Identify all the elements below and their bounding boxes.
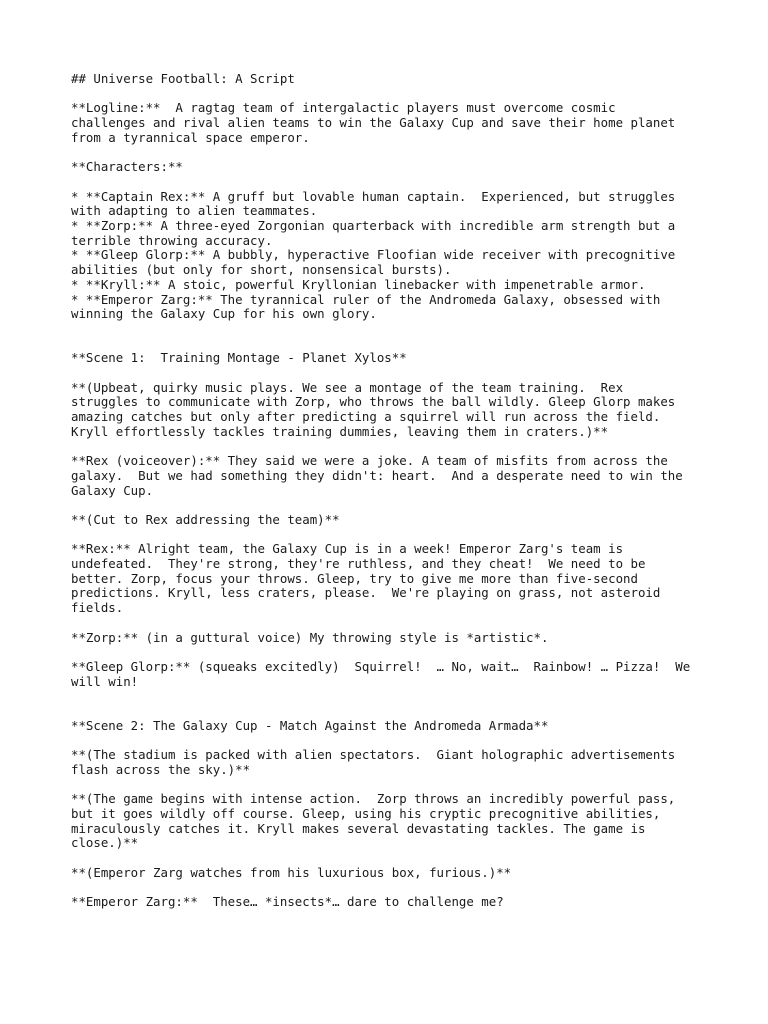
script-document [71, 72, 711, 925]
dialogue-line: **Rex (voiceover):** They said we were a joke. A team of misfits from across the [71, 453, 668, 469]
dialogue-line: fields. [71, 600, 124, 616]
character-line: * **Zorp:** A three-eyed Zorgonian quarterback with incredible arm strength but a [71, 217, 676, 233]
logline-paragraph [71, 101, 711, 145]
document-title-block [71, 72, 711, 87]
zorp-line-block [71, 631, 711, 646]
direction-line: amazing catches but only after predicting a squirrel will run across the field. [71, 409, 661, 425]
direction-line: **(The stadium is packed with alien spectators. Giant holographic advertisements [71, 747, 676, 763]
scene2-direction-1 [71, 748, 711, 777]
character-line: winning the Galaxy Cup for his own glory. [71, 306, 377, 322]
scene2-direction-2 [71, 792, 711, 851]
gleep-line-block [71, 660, 711, 689]
scene1-direction [71, 381, 711, 440]
dialogue-line: predictions. Kryll, less craters, please. We're playing on grass, not asteroid [71, 585, 661, 601]
characters-list [71, 190, 711, 322]
logline-line: challenges and rival alien teams to win the Galaxy Cup and save their home planet [71, 115, 676, 131]
direction-line: close.)** [71, 835, 139, 851]
characters-heading-block [71, 160, 711, 175]
character-line: with adapting to alien teammates. [71, 203, 318, 219]
direction-line: Kryll effortlessly tackles training dummies, leaving them in craters.)** [71, 423, 609, 439]
zarg-line-block [71, 895, 711, 910]
character-line: * **Captain Rex:** A gruff but lovable human captain. Experienced, but struggles [71, 188, 676, 204]
direction-line: flash across the sky.)** [71, 761, 251, 777]
zarg-direction-block [71, 866, 711, 881]
dialogue-line: **Rex:** Alright team, the Galaxy Cup is in a week! Emperor Zarg's team is [71, 541, 624, 557]
dialogue-line: **Gleep Glorp:** (squeaks excitedly) Squirrel! … No, wait… Rainbow! … Pizza! We [71, 658, 691, 674]
direction-line: but it goes wildly off course. Gleep, using his cryptic precognitive abilities, [71, 805, 661, 821]
scene2-heading: **Scene 2: The Galaxy Cup - Match Against the Andromeda Armada** [71, 717, 549, 733]
direction-line: struggles to communicate with Zorp, who throws the ball wildly. Gleep Glorp makes [71, 394, 676, 410]
scene1-heading: **Scene 1: Training Montage - Planet Xylos** [71, 350, 407, 366]
direction-line: **(Emperor Zarg watches from his luxurious box, furious.)** [71, 864, 512, 880]
dialogue-line: better. Zorp, focus your throws. Gleep, try to give me more than five-second [71, 570, 638, 586]
dialogue-line: Galaxy Cup. [71, 482, 154, 498]
rex-speech [71, 542, 711, 616]
character-line: * **Emperor Zarg:** The tyrannical ruler of the Andromeda Galaxy, obsessed with [71, 291, 661, 307]
character-line: abilities (but only for short, nonsensical bursts). [71, 262, 452, 278]
logline-line: **Logline:** A ragtag team of intergalactic players must overcome cosmic [71, 100, 616, 116]
character-line: * **Gleep Glorp:** A bubbly, hyperactive Floofian wide receiver with precognitive [71, 247, 676, 263]
dialogue-line: **Zorp:** (in a guttural voice) My throwing style is *artistic*. [71, 629, 549, 645]
blank-line [71, 337, 711, 352]
direction-line: **(Cut to Rex addressing the team)** [71, 511, 340, 527]
direction-line: **(Upbeat, quirky music plays. We see a montage of the team training. Rex [71, 379, 624, 395]
dialogue-line: galaxy. But we had something they didn't: heart. And a desperate need to win the [71, 467, 683, 483]
dialogue-line: will win! [71, 673, 139, 689]
direction-line: **(The game begins with intense action. Zorp throws an incredibly powerful pass, [71, 791, 676, 807]
cut-direction [71, 513, 711, 528]
rex-voiceover [71, 454, 711, 498]
dialogue-line: **Emperor Zarg:** These… *insects*… dare to challenge me? [71, 894, 504, 910]
character-line: * **Kryll:** A stoic, powerful Kryllonian linebacker with impenetrable armor. [71, 276, 646, 292]
character-line: terrible throwing accuracy. [71, 232, 273, 248]
document-title: ## Universe Football: A Script [71, 71, 295, 86]
direction-line: miraculously catches it. Kryll makes several devastating tackles. The game is [71, 820, 646, 836]
characters-heading: **Characters:** [71, 159, 183, 175]
scene1-heading-block [71, 351, 711, 366]
dialogue-line: undefeated. They're strong, they're ruthless, and they cheat! We need to be [71, 556, 646, 572]
logline-line: from a tyrannical space emperor. [71, 129, 310, 145]
scene2-heading-block [71, 719, 711, 734]
blank-line [71, 704, 711, 719]
